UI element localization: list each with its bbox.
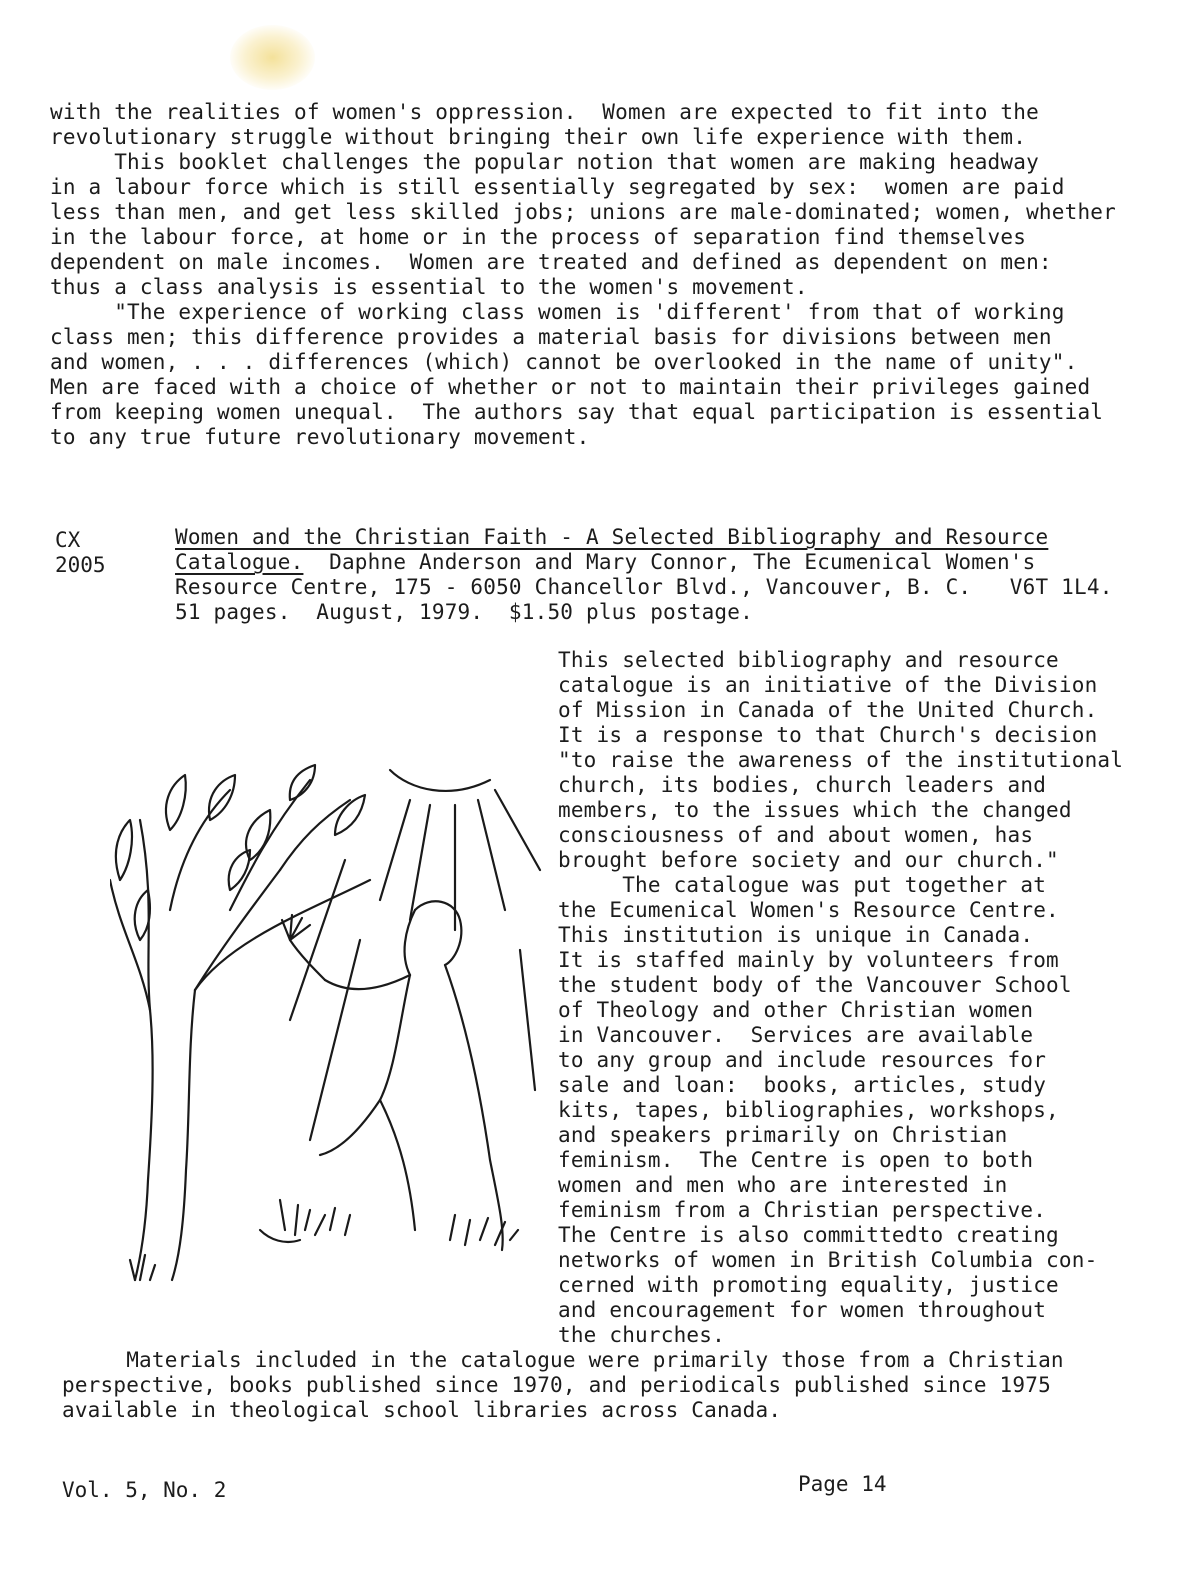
text-line: to any true future revolutionary movement. [50,425,590,449]
text-line: church, its bodies, church leaders and [558,773,1047,797]
text-line: with the realities of women's oppression. Women are expected to fit into the [50,100,1039,124]
tree-branch [195,880,370,990]
grass [450,1215,518,1245]
entry-citation-line [175,550,1036,574]
woman-figure [405,910,415,975]
tree-branch [280,800,350,870]
paper-stain [230,25,315,90]
light-ray [478,800,505,910]
volume-number: Vol. 5, No. 2 [62,1478,227,1502]
text-line: "The experience of working class women is 'different' from that of working [50,300,1065,324]
light-ray [495,790,540,870]
tree-trunk [172,990,195,1280]
text-line: in the labour force, at home or in the process of separation find themselves [50,225,1027,249]
woman-figure [325,975,410,989]
woman-hand [290,940,325,980]
text-line: the student body of the Vancouver School [558,973,1072,997]
text-line: kits, tapes, bibliographies, workshops, [558,1098,1059,1122]
text-line: This booklet challenges the popular notion that women are making headway [50,150,1039,174]
entry-code-prefix: CX [55,528,81,552]
text-line: the churches. [558,1323,725,1347]
tree-branch [170,790,230,910]
light-ray [310,940,360,1140]
text-line: Men are faced with a choice of whether or not to maintain their privileges gained [50,375,1091,399]
text-line: feminism from a Christian perspective. [558,1198,1047,1222]
entry-publisher: Resource Centre, 175 - 6050 Chancellor Blvd., Vancouver, B. C. V6T 1L4. [175,575,1113,599]
light-ray [520,950,535,1090]
entry-title-continued: Catalogue. [175,550,304,574]
entry-title: Women and the Christian Faith - A Selected Bibliography and Resource [175,525,1049,549]
text-line: women and men who are interested in [558,1173,1008,1197]
tree-leaf [229,850,250,890]
text-line: the Ecumenical Women's Resource Centre. [558,898,1059,922]
text-line: networks of women in British Columbia con- [558,1248,1098,1272]
tree-leaf [290,765,315,800]
light-ray [380,800,410,900]
woman-figure [445,965,503,1250]
text-line: to any group and include resources for [558,1048,1047,1072]
text-line: members, to the issues which the changed [558,798,1072,822]
tree-branch [110,880,150,1010]
text-line: and encouragement for women throughout [558,1298,1047,1322]
text-line: The catalogue was put together at [558,873,1047,897]
woman-tree-illustration [110,760,550,1320]
woman-hand [282,915,310,940]
text-line: It is staffed mainly by volunteers from [558,948,1059,972]
text-line: and speakers primarily on Christian [558,1123,1008,1147]
page-number: Page 14 [798,1472,887,1496]
woman-figure [320,975,410,1155]
text-line: revolutionary struggle without bringing their own life experience with them. [50,125,1027,149]
text-line: brought before society and our church." [558,848,1059,872]
entry-code-number: 2005 [55,553,106,577]
text-line: feminism. The Centre is open to both [558,1148,1034,1172]
text-line: The Centre is also committedto creating [558,1223,1059,1247]
text-line: consciousness of and about women, has [558,823,1034,847]
text-line: Materials included in the catalogue were primarily those from a Christian [62,1348,1064,1372]
text-line: cerned with promoting equality, justice [558,1273,1059,1297]
text-line: less than men, and get less skilled jobs; unions are male-dominated; women, whether [50,200,1116,224]
text-line: sale and loan: books, articles, study [558,1073,1047,1097]
light-ray [290,860,345,1020]
text-line: catalogue is an initiative of the Division [558,673,1098,697]
text-line: This selected bibliography and resource [558,648,1059,672]
grass [280,1200,350,1235]
tree-leaf [166,775,186,830]
tree-trunk [135,1010,153,1280]
text-line: "to raise the awareness of the institutional [558,748,1124,772]
text-line: of Mission in Canada of the United Church. [558,698,1098,722]
text-line: in a labour force which is still essentially segregated by sex: women are paid [50,175,1065,199]
woman-figure [380,1100,415,1230]
text-line: thus a class analysis is essential to the women's movement. [50,275,808,299]
text-line: This institution is unique in Canada. [558,923,1034,947]
text-line: available in theological school libraries across Canada. [62,1398,782,1422]
text-line: and women, . . . differences (which) cannot be overlooked in the name of unity". [50,350,1078,374]
text-line: class men; this difference provides a material basis for divisions between men [50,325,1052,349]
text-line: perspective, books published since 1970, and periodicals published since 1975 [62,1373,1051,1397]
entry-details: 51 pages. August, 1979. $1.50 plus postage. [175,600,753,624]
grass [260,1230,300,1242]
text-line: It is a response to that Church's decision [558,723,1098,747]
text-line: dependent on male incomes. Women are treated and defined as dependent on men: [50,250,1052,274]
text-line: in Vancouver. Services are available [558,1023,1034,1047]
tree-leaf [116,820,132,880]
text-line: of Theology and other Christian women [558,998,1034,1022]
grass [130,1255,155,1280]
light-ray [390,770,490,791]
entry-authors: Daphne Anderson and Mary Connor, The Ecumenical Women's [303,550,1036,574]
text-line: from keeping women unequal. The authors say that equal participation is essential [50,400,1104,424]
